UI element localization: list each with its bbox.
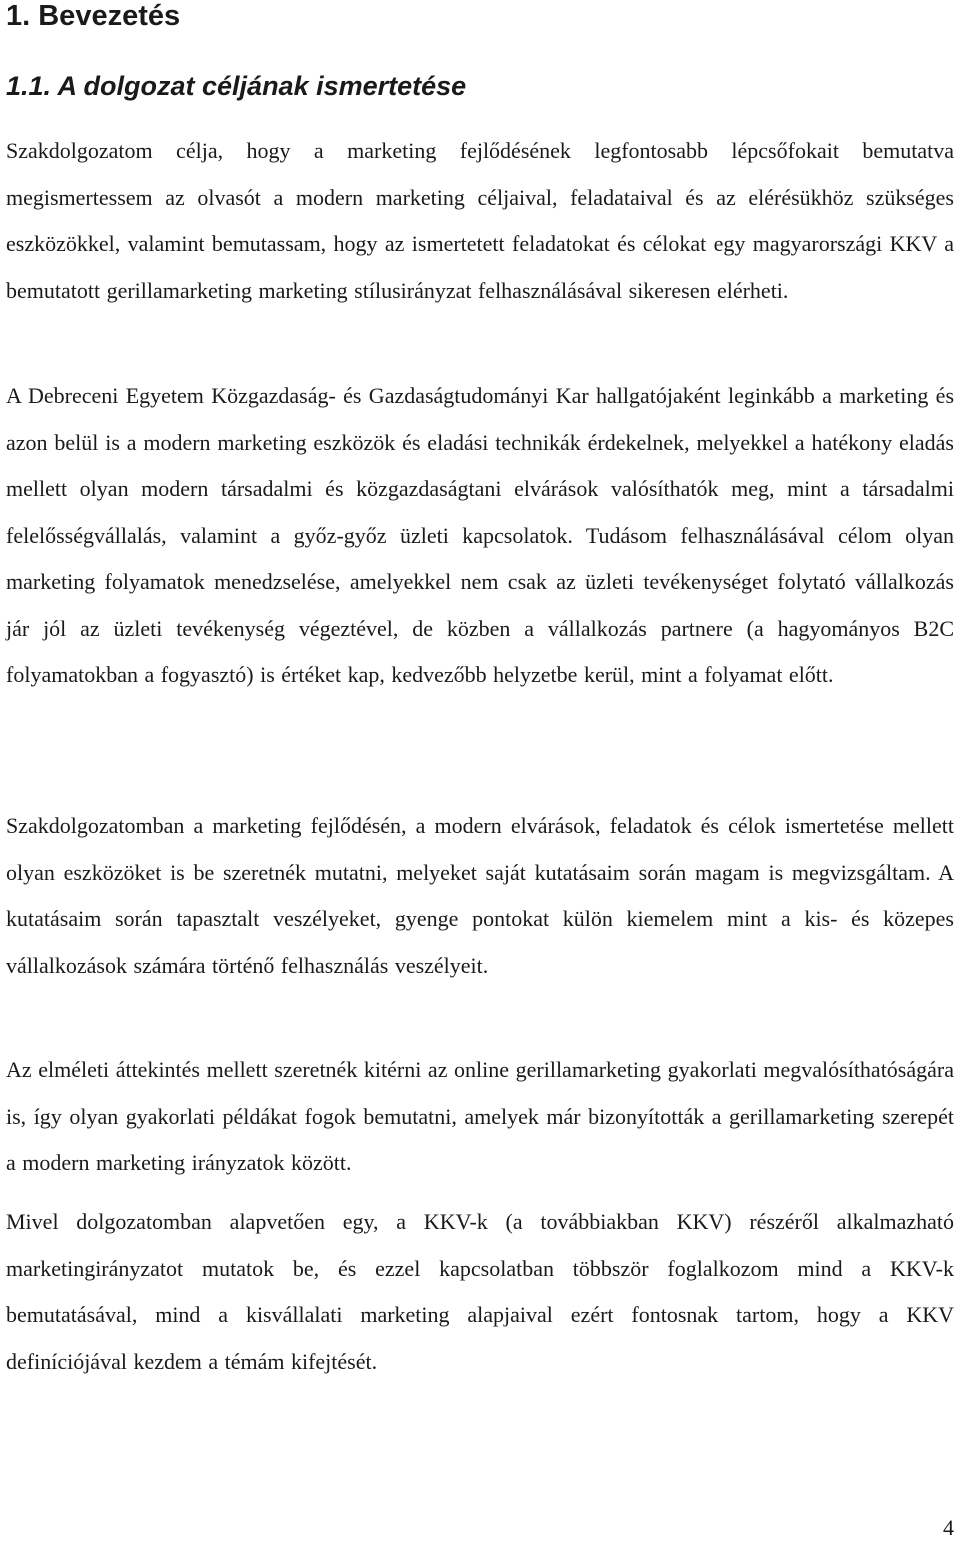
chapter-heading: 1. Bevezetés bbox=[6, 0, 181, 32]
paragraph-4: Az elméleti áttekintés mellett szeretnék kitérni az online gerillamarketing gyakorlati megvalósíthatóságára is, így olyan gyakorlati példákat fogok bemutatni, amelyek már bizonyították a gerillamarketing szerepét a modern marketing irányzatok között. bbox=[6, 1057, 954, 1175]
paragraph-1: Szakdolgozatom célja, hogy a marketing fejlődésének legfontosabb lépcsőfokait bemutatva megismertessem az olvasót a modern marketing céljaival, feladataival és az elérésükhöz szükséges eszközökkel, valamint bemutassam, hogy az ismertetett feladatokat és célokat egy magyarországi KKV a bemutatott gerillamarketing marketing stílusirányzat felhasználásával sikeresen elérheti. bbox=[6, 138, 954, 303]
page-number: 4 bbox=[943, 1515, 954, 1540]
paragraph-2: A Debreceni Egyetem Közgazdaság- és Gazdaságtudományi Kar hallgatójaként leginkább a marketing és azon belül is a modern marketing eszközök és eladási technikák érdekelnek, melyekkel a hatékony eladás mellett olyan modern társadalmi és közgazdaságtani elvárások valósíthatók meg, mint a társadalmi felelősségvállalás, valamint a győz-győz üzleti kapcsolatok. Tudásom felhasználásával célom olyan marketing folyamatok menedzselése, amelyekkel nem csak az üzleti tevékenységet folytató vállalkozás jár jól az üzleti tevékenység végeztével, de közben a vállalkozás partnere (a hagyományos B2C folyamatokban a fogyasztó) is értéket kap, kedvezőbb helyzetbe kerül, mint a folyamat előtt. bbox=[6, 383, 954, 687]
paragraph-5: Mivel dolgozatomban alapvetően egy, a KKV-k (a továbbiakban KKV) részéről alkalmazható marketingirányzatot mutatok be, és ezzel kapcsolatban többször foglalkozom mind a KKV-k bemutatásával, mind a kisvállalati marketing alapjaival ezért fontosnak tartom, hogy a KKV definíciójával kezdem a témám kifejtését. bbox=[6, 1209, 954, 1374]
section-heading: 1.1. A dolgozat céljának ismertetése bbox=[6, 71, 467, 101]
paragraph-3: Szakdolgozatomban a marketing fejlődésén, a modern elvárások, feladatok és célok ismertetése mellett olyan eszközöket is be szeretnék mutatni, melyeket saját kutatásaim során magam is megvizsgáltam. A kutatásaim során tapasztalt veszélyeket, gyenge pontokat külön kiemelem mint a kis- és közepes vállalkozások számára történő felhasználás veszélyeit. bbox=[6, 813, 954, 978]
